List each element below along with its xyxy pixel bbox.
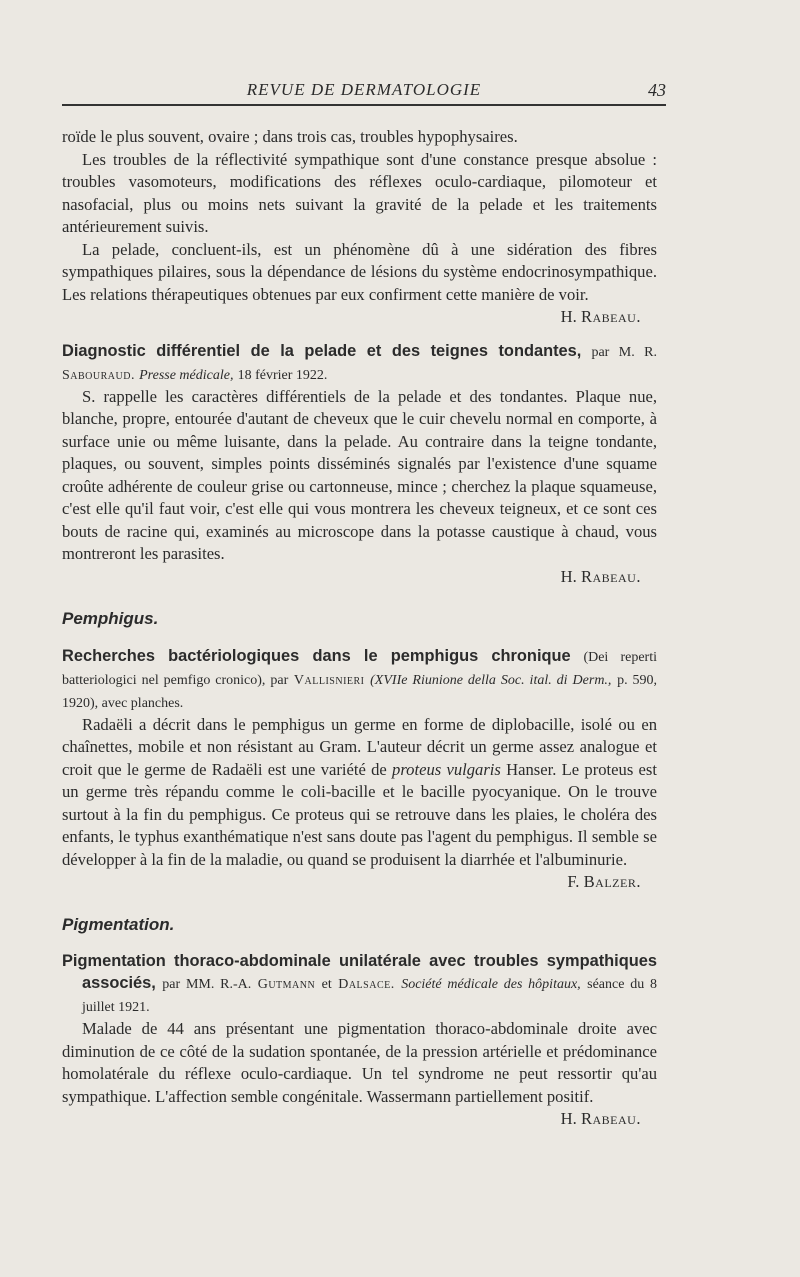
species-name: proteus vulgaris (392, 759, 501, 779)
entry-body: Malade de 44 ans présentant une pigmentation thoraco-abdominale droite avec diminution de ce côté de la sudation spontanée, de la pression artérielle et prédominance homolatérale du réflexe oculo-cardiaque. Un tel syndrome ne peut ressortir qu'au sympathique. L'affection semble congénitale. Wassermann partiellement positif. (62, 1019, 657, 1106)
journal-name: Presse médicale, (139, 367, 234, 383)
entry-pigmentation (62, 950, 657, 1131)
entry-title: Diagnostic différentiel de la pelade et des teignes tondantes, (62, 341, 582, 360)
entry-title: Recherches bactériologiques dans le pemphigus chronique (62, 646, 571, 665)
author-name: Sabouraud. (62, 367, 135, 383)
running-title: REVUE DE DERMATOLOGIE (246, 80, 482, 99)
publication-date: séance du 8 juillet 1921. (82, 977, 658, 1015)
section-title-pemphigus: Pemphigus. (62, 609, 159, 628)
section-title-pigmentation: Pigmentation. (62, 914, 175, 934)
entry-body: Radaëli a décrit dans le pemphigus un germe en forme de diplobacille, isolé ou en chaînettes, mobile et non résistant au Gram. L'auteur décrit un germe assez analogue et croit que le germe de Radaëli est une variété de proteus vulgaris Hanser. Le proteus est un germe très répandu comme le coli-bacille et le bacille pyocyanique. On le trouve surtout à la fin du pemphigus. Ce proteus qui se retrouve dans les plaies, le choléra des enfants, le typhus exanthématique n'est sans doute pas l'agent du pemphigus. Il semble se développer à la fin de la maladie, ou quand se produisent la diarrhée et l'albuminurie. (62, 714, 657, 869)
signature-rabeau-2: H. Rabeau. (560, 566, 641, 586)
page-number: 43 (648, 80, 666, 100)
publication-date: 18 février 1922. (237, 367, 328, 383)
conclusion-text: La pelade, concluent-ils, est un phénomène dû à une sidération des fibres sympathiques pilaires, sous la dépendance de lésions du système endocrinosympathique. Les relations thérapeutiques obtenues par eux confirment cette manière de voir. (62, 239, 657, 304)
entry-heading: Pigmentation thoraco-abdominale unilatérale avec troubles sympathiques associés, par MM. R.-A. Gutmann et Dalsace. Société médicale des hôpitaux, séance du 8 juillet 1921. (62, 952, 658, 1015)
paragraph-continued: roïde le plus souvent, ovaire ; dans trois cas, troubles hypophysaires. (62, 127, 518, 146)
entry-body: S. rappelle les caractères différentiels de la pelade et des tondantes. Plaque nue, blanche, propre, entourée d'autant de cheveux que le cuir chevelu normal en comporte, à surface unie ou même luisante, dans la pelade. Au contraire dans la teigne tondante, plaques, ou souvent, simples points disséminés signalés par l'existence d'une squame croûte adhérente de couleur grise ou cartonneuse, mince ; cherchez la plaque squameuse, c'est elle qu'il faut voir, c'est elle qui vous montrera les cheveux teigneux, et ce sont ces bouts de racine qui, examinés au microscope dans la potasse caustique à chaud, vous montreront les parasites. (62, 386, 657, 563)
paragraph-conclusion (62, 239, 657, 307)
author-name: Gutmann (257, 977, 316, 992)
paragraph-reflexes: Les troubles de la réflectivité sympathique sont d'une constance presque absolue : troubles vasomoteurs, modifications des réflexes oculo-cardiaque, pilomoteur et nasofacial, plus ou moins nets suivant la gravité de la pelade et les traitements antérieurement suivis. (62, 149, 657, 236)
signature-rabeau-1: H. Rabeau. (560, 307, 641, 326)
page-header (62, 80, 666, 106)
entry-pemphigus (62, 645, 657, 894)
header-rule (62, 104, 666, 106)
author-name: Vallisnieri (293, 672, 365, 688)
entry-title: Pigmentation thoraco-abdominale unilatérale avec troubles sympathiques associés, (62, 952, 657, 992)
signature-balzer: F. Balzer. (567, 872, 641, 891)
author-name: Dalsace. (338, 977, 395, 992)
entry-diagnostic-pelade (62, 340, 657, 589)
journal-name: (XVIIe Riunione della Soc. ital. di Derm., (370, 672, 612, 688)
entry-heading: Recherches bactériologiques dans le pemphigus chronique (Dei reperti batteriologici nel pemfigo cronico), par Vallisnieri (XVIIe Riunione della Soc. ital. di Derm., p. 590, 1920), avec planches. (62, 646, 658, 711)
entry-heading: Diagnostic différentiel de la pelade et des teignes tondantes, par M. R. Sabouraud. Presse médicale, 18 février 1922. (62, 341, 657, 383)
page-body (62, 126, 657, 1131)
signature-rabeau-3: H. Rabeau. (560, 1109, 641, 1128)
journal-name: Société médicale des hôpitaux, (401, 977, 581, 992)
